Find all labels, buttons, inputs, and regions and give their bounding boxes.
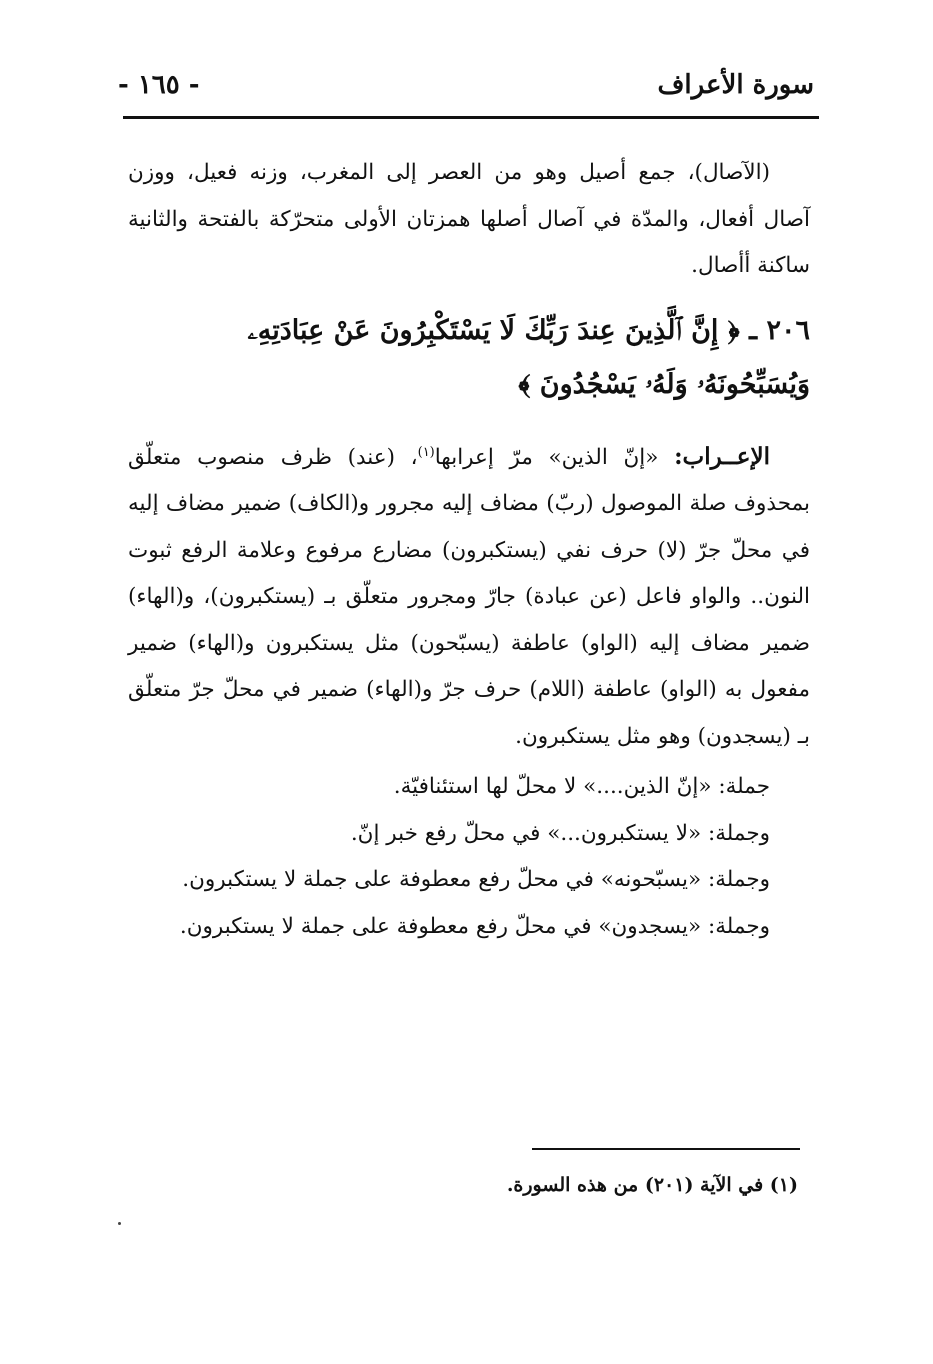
footnote: (١) في الآية (٢٠١) من هذه السورة. (506, 1174, 798, 1196)
verse-number: ٢٠٦ ـ (749, 314, 810, 346)
irab-label: الإعــراب: (674, 442, 770, 470)
page-body (128, 150, 810, 950)
sentence-analysis-2: وجملة: «لا يستكبرون...» في محلّ رفع خبر إنّ. (350, 820, 770, 846)
sentence-analysis-4: وجملة: «يسجدون» في محلّ رفع معطوفة على جملة لا يستكبرون. (179, 913, 770, 939)
header-rule (123, 116, 819, 119)
irab-text-part2: ، (عند) ظرف منصوب متعلّق بمحذوف صلة الموصول (ربّ) مضاف إليه مجرور و(الكاف) ضمير مضاف إليه في محلّ جرّ (لا) حرف نفي (يستكبرون) مضارع مرفوع وعلامة الرفع ثبوت النون.. والواو فاعل (عن عبادة) جارّ ومجرور متعلّق بـ (يستكبرون)، و(الهاء) ضمير مضاف إليه (الواو) عاطفة (يسبّحون) مثل يستكبرون و(الهاء) ضمير مفعول به (الواو) عاطفة (اللام) حرف جرّ و(الهاء) ضمير في محلّ جرّ متعلّق بـ (يسجدون) وهو مثل يستكبرون. (128, 444, 810, 749)
page-number: - ١٦٥ - (118, 70, 200, 100)
sentence-analysis-1: جملة: «إنّ الذين....» لا محلّ لها استئنافيّة. (393, 774, 770, 799)
irab-text-part1: «إنّ الذين» مرّ إعرابها (434, 444, 659, 470)
irab-paragraph (128, 434, 810, 761)
page-header (118, 70, 818, 110)
surah-title: سورة الأعراف (657, 70, 814, 100)
sentence-analysis-3: وجملة: «يسبّحونه» في محلّ رفع معطوفة على جملة لا يستكبرون. (182, 867, 770, 892)
verse-block (128, 304, 810, 412)
intro-paragraph: (الآصال)، جمع أصيل وهو من العصر إلى المغرب، وزنه فعيل، ووزن آصال أفعال، والمدّة في آصال أصلها همزتان الأولى متحرّكة بالفتحة والثانية ساكنة أأصال. (128, 160, 810, 278)
verse-text: ﴿ إِنَّ ٱلَّذِينَ عِندَ رَبِّكَ لَا يَسْتَكْبِرُونَ عَنْ عِبَادَتِهِۦ وَيُسَبِّحُونَهُۥ وَلَهُۥ يَسْجُدُونَ ﴾ (247, 314, 810, 400)
footnote-reference[interactable]: (١) (417, 444, 435, 460)
footnote-rule (532, 1148, 800, 1150)
scan-speck (118, 1222, 121, 1225)
